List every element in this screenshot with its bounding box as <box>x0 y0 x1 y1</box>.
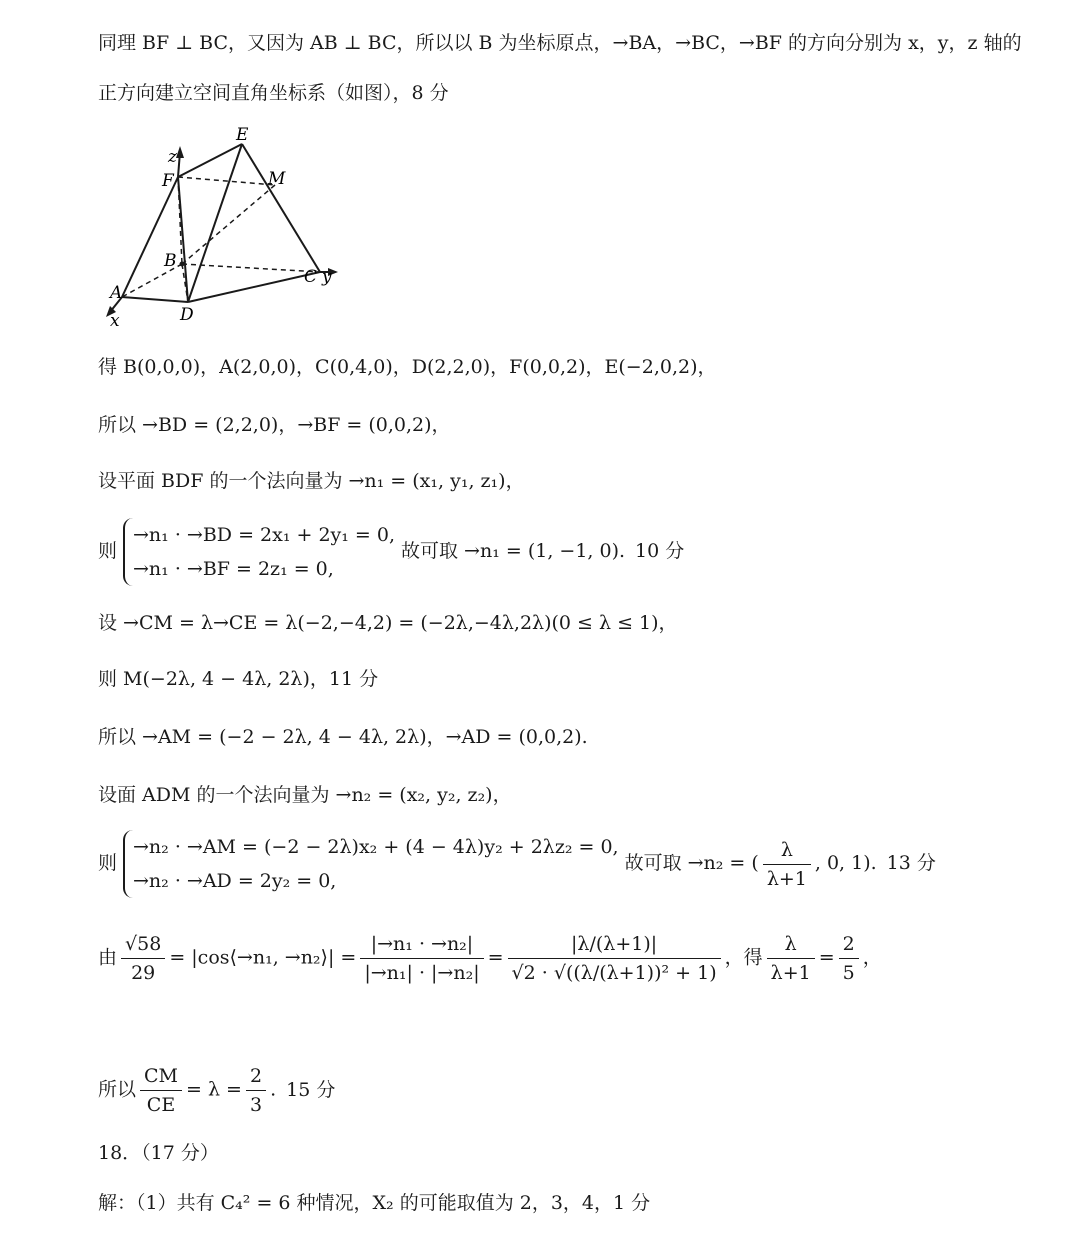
text-line-7: 设 →CM = λ→CE = λ(−2,−4,2) = (−2λ,−4λ,2λ)(0 ≤ λ ≤ 1)， <box>98 612 678 634</box>
line13-frac1 <box>140 1062 182 1119</box>
line12-prefix: 由 <box>98 946 118 969</box>
edge-AD <box>122 297 188 302</box>
point-B <box>180 262 185 267</box>
line11-prefix: 则 <box>98 852 118 874</box>
text-line-2: 正方向建立空间直角坐标系（如图），8 分 <box>98 82 449 104</box>
line11-fraction <box>763 836 811 893</box>
label-D: D <box>180 305 194 325</box>
line12-mid1: = |cos⟨→n₁, →n₂⟩| = <box>169 946 357 969</box>
text-line-14: 18．（17 分） <box>98 1142 219 1164</box>
label-E: E <box>236 125 249 145</box>
line12-frac5-den: 5 <box>842 962 855 984</box>
line11-system <box>123 830 619 898</box>
text-line-13 <box>98 1062 335 1119</box>
text-line-1: 同理 BF ⊥ BC，又因为 AB ⊥ BC，所以以 B 为坐标原点，→BA，→BC，→BF 的方向分别为 x，y，z 轴的 <box>98 32 1022 54</box>
line12-mid3: ，得 <box>724 946 763 969</box>
line12-frac3 <box>508 930 721 987</box>
line12-frac1-den: 29 <box>131 962 156 984</box>
label-M: M <box>268 169 286 189</box>
geometry-figure <box>100 122 360 332</box>
line13-prefix: 所以 <box>98 1078 137 1101</box>
edge-MB <box>182 185 275 264</box>
line13-frac1-num: CM <box>140 1062 182 1091</box>
z-arrow-icon <box>176 146 184 158</box>
line12-frac3-num: |λ/(λ+1)| <box>508 930 721 959</box>
line12-mid2: = <box>487 946 504 969</box>
line6-system <box>123 518 395 586</box>
edge-FA <box>122 177 178 297</box>
label-F: F <box>162 171 174 191</box>
label-x: x <box>110 311 120 331</box>
line12-frac2 <box>360 930 483 987</box>
label-B: B <box>164 251 177 271</box>
line12-frac4-den: λ+1 <box>770 962 811 984</box>
line13-end: . <box>270 1078 277 1101</box>
edge-FM <box>178 177 275 185</box>
text-line-9: 所以 →AM = (−2 − 2λ, 4 − 4λ, 2λ)，→AD = (0,0,2). <box>98 726 588 748</box>
label-y: y <box>322 267 332 287</box>
line12-mid4: = <box>818 946 835 969</box>
line13-frac2 <box>246 1062 266 1119</box>
line6-score: 10 分 <box>635 540 685 562</box>
line13-mid: = λ = <box>186 1078 242 1101</box>
text-line-8: 则 M(−2λ, 4 − 4λ, 2λ)，11 分 <box>98 668 379 690</box>
line12-end: ， <box>862 946 882 969</box>
text-line-12 <box>98 930 882 987</box>
line12-frac2-num: |→n₁ · →n₂| <box>360 930 483 959</box>
line6-case2: →n₁ · →BF = 2z₁ = 0, <box>133 558 334 580</box>
line11-suffix-a: 故可取 →n₂ = ( <box>624 852 759 874</box>
text-line-15: 解：（1）共有 C₄² = 6 种情况，X₂ 的可能取值为 2，3，4，1 分 <box>98 1192 651 1214</box>
line12-frac4 <box>767 930 815 987</box>
line12-frac1-num: √58 <box>121 930 165 959</box>
line11-frac-num: λ <box>763 836 811 865</box>
line11-case1: →n₂ · →AM = (−2 − 2λ)x₂ + (4 − 4λ)y₂ + 2λz₂ = 0, <box>133 836 619 858</box>
line11-score: 13 分 <box>886 852 936 874</box>
pyramid-diagram <box>100 122 360 332</box>
line12-frac4-num: λ <box>767 930 815 959</box>
edge-EC <box>242 144 320 272</box>
line11-frac-den: λ+1 <box>766 867 807 890</box>
line11-suffix-b: , 0, 1). <box>814 852 877 874</box>
text-line-3: 得 B(0,0,0)，A(2,0,0)，C(0,4,0)，D(2,2,0)，F(0,0,2)，E(−2,0,2)， <box>98 356 717 378</box>
line6-case1: →n₁ · →BD = 2x₁ + 2y₁ = 0, <box>133 524 396 546</box>
line13-score: 15 分 <box>286 1078 336 1101</box>
label-A: A <box>110 283 123 303</box>
text-line-4: 所以 →BD = (2,2,0)，→BF = (0,0,2)， <box>98 414 451 436</box>
text-line-10: 设面 ADM 的一个法向量为 →n₂ = (x₂, y₂, z₂)， <box>98 784 512 806</box>
label-C: C <box>304 267 318 287</box>
line13-frac2-num: 2 <box>246 1062 266 1091</box>
text-line-6 <box>98 518 684 586</box>
line6-suffix: 故可取 →n₁ = (1, −1, 0). <box>401 540 626 562</box>
line12-frac2-den: |→n₁| · |→n₂| <box>364 962 480 984</box>
line6-prefix: 则 <box>98 540 118 562</box>
line11-case2: →n₂ · →AD = 2y₂ = 0, <box>133 870 337 892</box>
line13-frac2-den: 3 <box>249 1094 263 1116</box>
line12-frac5 <box>839 930 859 987</box>
label-z: z <box>168 147 177 167</box>
line12-frac3-den: √2 · √((λ/(λ+1))² + 1) <box>511 962 717 984</box>
line12-frac5-num: 2 <box>839 930 859 959</box>
line12-frac1 <box>121 930 165 987</box>
edge-DC <box>188 272 320 302</box>
line13-frac1-den: CE <box>146 1094 176 1116</box>
text-line-11 <box>98 830 936 898</box>
edge-BC <box>182 264 320 272</box>
text-line-5: 设平面 BDF 的一个法向量为 →n₁ = (x₁, y₁, z₁)， <box>98 470 525 492</box>
